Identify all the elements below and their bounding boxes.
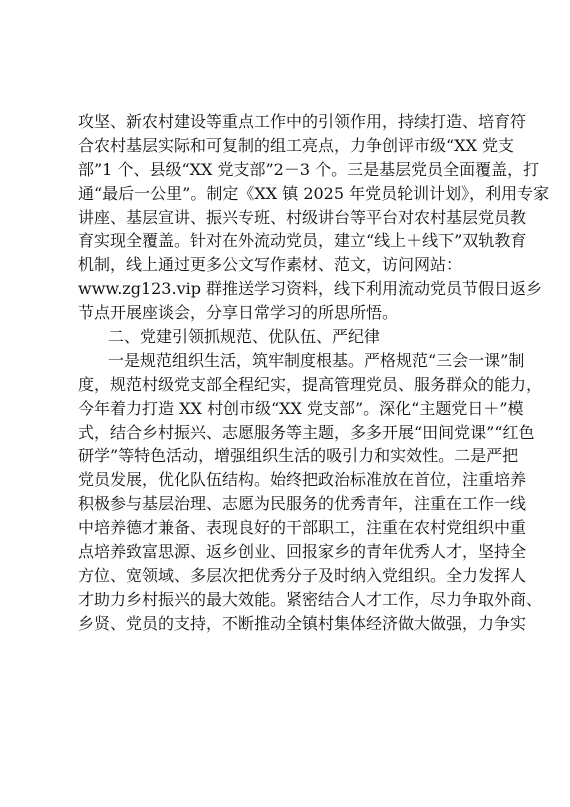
section-heading: 二、党建引领抓规范、优队伍、严纪律 [108,327,381,347]
text-line: 度，规范村级党支部全程纪实，提高管理党员、服务群众的能力， [78,374,543,394]
text-line: 才助力乡村振兴的最大效能。紧密结合人才工作，尽力争取外商、 [78,589,543,609]
text-line: 通“最后一公里”。制定《XX 镇 2025 年党员轮训计划》，利用专家 [78,183,550,203]
text-line: 节点开展座谈会，分享日常学习的所思所悟。 [78,303,399,323]
body-text [78,110,550,636]
text-line: 合农村基层实际和可复制的组工亮点，力争创评市级“XX 党支 [78,135,515,155]
text-line: 攻坚、新农村建设等重点工作中的引领作用，持续打造、培育符 [78,112,527,131]
text-line: 式，结合乡村振兴、志愿服务等主题，多多开展“田间党课”“红色 [78,422,535,442]
text-line: 党员发展，优化队伍结构。始终把政治标准放在首位，注重培养 [78,470,527,490]
text-line: 讲座、基层宣讲、振兴专班、村级讲台等平台对农村基层党员教 [78,207,527,227]
text-line: 一是规范组织生活，筑牢制度根基。严格规范“三会一课”制 [108,350,525,370]
text-line: 中培养德才兼备、表现良好的干部职工，注重在农村党组织中重 [78,518,527,538]
text-line: 方位、宽领域、多层次把优秀分子及时纳入党组织。全力发挥人 [78,565,527,585]
text-line: 部”1 个、县级“XX 党支部”2－3 个。三是基层党员全面覆盖，打 [78,159,540,179]
text-line: 点培养致富思源、返乡创业、回报家乡的青年优秀人才，坚持全 [78,542,527,562]
text-line: 今年着力打造 XX 村创市级“XX 党支部”。深化“主题党日＋”模 [78,398,524,418]
text-line: 机制，线上通过更多公文写作素材、范文，访问网站： [78,255,463,275]
text-line: www.zg123.vip 群推送学习资料，线下利用流动党员节假日返乡 [78,279,543,299]
text-line: 研学”等特色活动，增强组织生活的吸引力和实效性。二是严把 [78,446,519,466]
text-line: 积极参与基层治理、志愿为民服务的优秀青年，注重在工作一线 [78,494,527,514]
text-line: 乡贤、党员的支持，不断推动全镇村集体经济做大做强，力争实 [78,613,527,633]
text-line: 育实现全覆盖。针对在外流动党员，建立“线上＋线下”双轨教育 [78,231,527,251]
